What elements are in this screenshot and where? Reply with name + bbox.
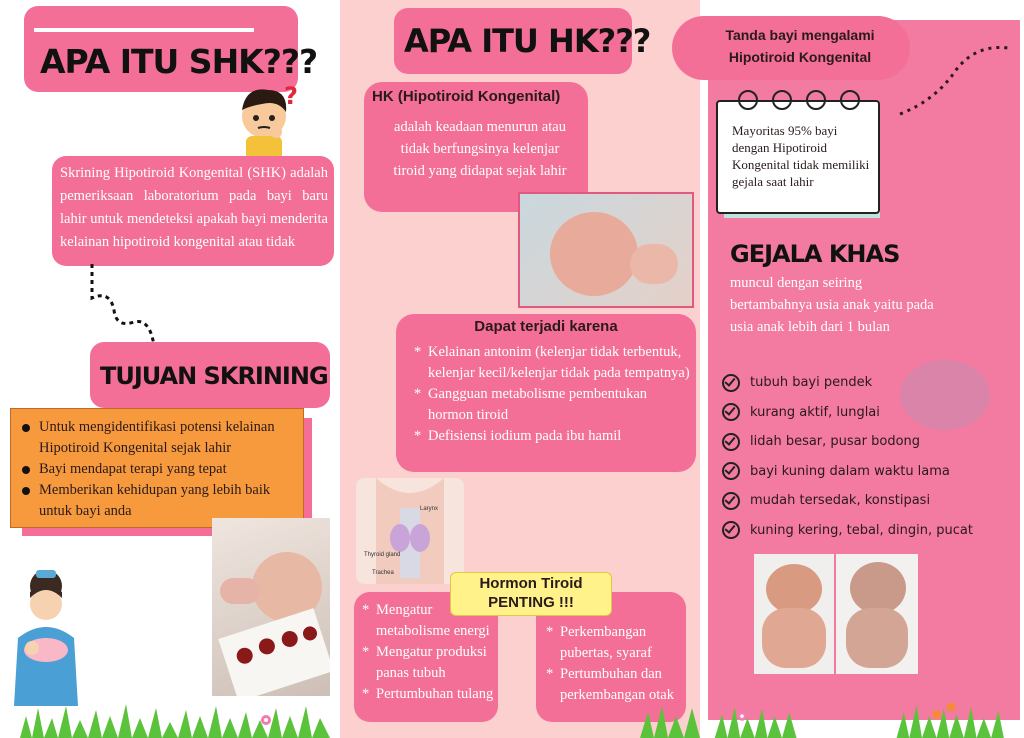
tujuan-list [19, 417, 299, 522]
baby-screening-photo [212, 518, 330, 696]
check-circle-icon [722, 433, 740, 451]
panel-apa-itu-hk [340, 0, 700, 738]
symptom-item [722, 398, 1002, 428]
photo-baby-foot [220, 578, 260, 604]
tujuan-list-box [10, 408, 304, 528]
tujuan-item: Untuk mengidentifikasi potensi kelainan Hipotiroid Kongenital sejak lahir [19, 417, 299, 459]
hormone-left-item: * Mengatur produksi panas tubuh [362, 642, 496, 684]
symptom-label: kuning kering, tebal, dingin, pucat [750, 522, 973, 538]
hormone-right-item: * Pertumbuhan dan perkembangan otak [546, 664, 682, 706]
photo-body [850, 562, 906, 614]
thyroid-label-trachea: Trachea [372, 570, 394, 576]
spiral-rings [728, 88, 868, 112]
grass-decoration [640, 698, 700, 738]
cause-item: * Kelainan antonim (kelenjar tidak terbentuk, kelenjar kecil/kelenjar tidak pada tempatnya) [414, 342, 690, 384]
photo-baby-head [550, 212, 638, 296]
check-circle-icon [722, 492, 740, 510]
hormone-right-item: * Perkembangan pubertas, syaraf [546, 622, 682, 664]
hypothyroid-baby-photo-1 [754, 554, 834, 674]
symptom-item [722, 368, 1002, 398]
cause-list [414, 342, 690, 447]
photo-baby-hand [630, 244, 678, 284]
symptom-item [722, 427, 1002, 457]
blood-spot [301, 625, 319, 643]
panel-tanda-gejala [700, 0, 1024, 738]
cause-title: Dapat terjadi karena [474, 318, 618, 335]
hormone-right-list [546, 622, 682, 706]
title-accent-line [34, 28, 254, 32]
cause-item: * Gangguan metabolisme pembentukan hormon tiroid [414, 384, 690, 426]
check-circle-icon [722, 521, 740, 539]
photo-body [766, 564, 822, 614]
hormone-left-item: * Mengatur metabolisme energi [362, 600, 496, 642]
symptom-list [722, 368, 1002, 545]
cause-item: * Defisiensi iodium pada ibu hamil [414, 426, 690, 447]
cause-box [396, 314, 696, 472]
symptom-item [722, 516, 1002, 546]
blood-spot [235, 646, 255, 666]
thyroid-label-gland: Thyroid gland [364, 552, 401, 558]
shk-title-box [24, 6, 318, 92]
blood-spot [280, 629, 300, 649]
thyroid-label-larynx: Larynx [420, 506, 439, 512]
grass-decoration [700, 698, 1024, 738]
crying-baby-photo [518, 192, 694, 308]
shk-intro-box [52, 156, 334, 266]
thinking-boy-illustration [232, 82, 306, 162]
hk-title: APA ITU HK??? [404, 22, 651, 60]
tujuan-item: Bayi mendapat terapi yang tepat [19, 459, 299, 480]
sign-title: Tanda bayi mengalami Hipotiroid Kongenital [725, 27, 875, 65]
check-circle-icon [722, 374, 740, 392]
symptom-item [722, 486, 1002, 516]
blood-spot [257, 636, 277, 656]
tujuan-title: TUJUAN SKRINING [100, 362, 328, 390]
thyroid-anatomy-image [356, 478, 464, 584]
tujuan-item: Memberikan kehidupan yang lebih baik untuk bayi anda [19, 480, 299, 522]
hormone-title-line2: PENTING !!! [488, 594, 574, 611]
hormone-title-box [450, 572, 612, 616]
dotted-curve [896, 40, 1016, 120]
photo-body [846, 608, 908, 668]
hormone-left-item: * Pertumbuhan tulang [362, 684, 496, 705]
tujuan-title-box [90, 342, 330, 408]
nurse-illustration [6, 568, 86, 708]
shk-intro-text: Skrining Hipotiroid Kongenital (SHK) adalah pemeriksaan laboratorium pada bayi baru lahir untuk mendeteksi apakah bayi menderita kelainan hipotiroid kongenital atau tidak [60, 165, 328, 250]
symptom-label: bayi kuning dalam waktu lama [750, 463, 950, 479]
gejala-title: GEJALA KHAS [730, 240, 900, 268]
grass-decoration [20, 698, 330, 738]
symptom-label: tubuh bayi pendek [750, 375, 873, 390]
photo-card [218, 608, 330, 696]
thyroid-icon [356, 478, 464, 584]
note-card [716, 100, 880, 214]
gejala-description: muncul dengan seiring bertambahnya usia anak yaitu pada usia anak lebih dari 1 bulan [730, 275, 934, 335]
hormone-title-line1: Hormon Tiroid [479, 575, 583, 592]
hk-label: HK (Hipotiroid Kongenital) [372, 88, 561, 105]
symptom-label: lidah besar, pusar bodong [750, 434, 921, 449]
hk-title-box [394, 8, 651, 74]
photo-body [762, 608, 826, 668]
check-circle-icon [722, 462, 740, 480]
symptom-label: mudah tersedak, konstipasi [750, 493, 931, 508]
svg-text:?: ? [284, 82, 298, 110]
symptom-item [722, 457, 1002, 487]
hypothyroid-baby-photo-2 [836, 554, 918, 674]
panel-apa-itu-shk [0, 0, 340, 738]
hk-description: adalah keadaan menurun atau tidak berfungsinya kelenjar tiroid yang didapat sejak lahir [393, 119, 567, 179]
symptom-label: kurang aktif, lunglai [750, 404, 880, 420]
check-circle-icon [722, 403, 740, 421]
sign-title-box [672, 16, 910, 80]
note-text: Mayoritas 95% bayi dengan Hipotiroid Kongenital tidak memiliki gejala saat lahir [732, 123, 870, 189]
shk-title: APA ITU SHK??? [40, 42, 318, 81]
